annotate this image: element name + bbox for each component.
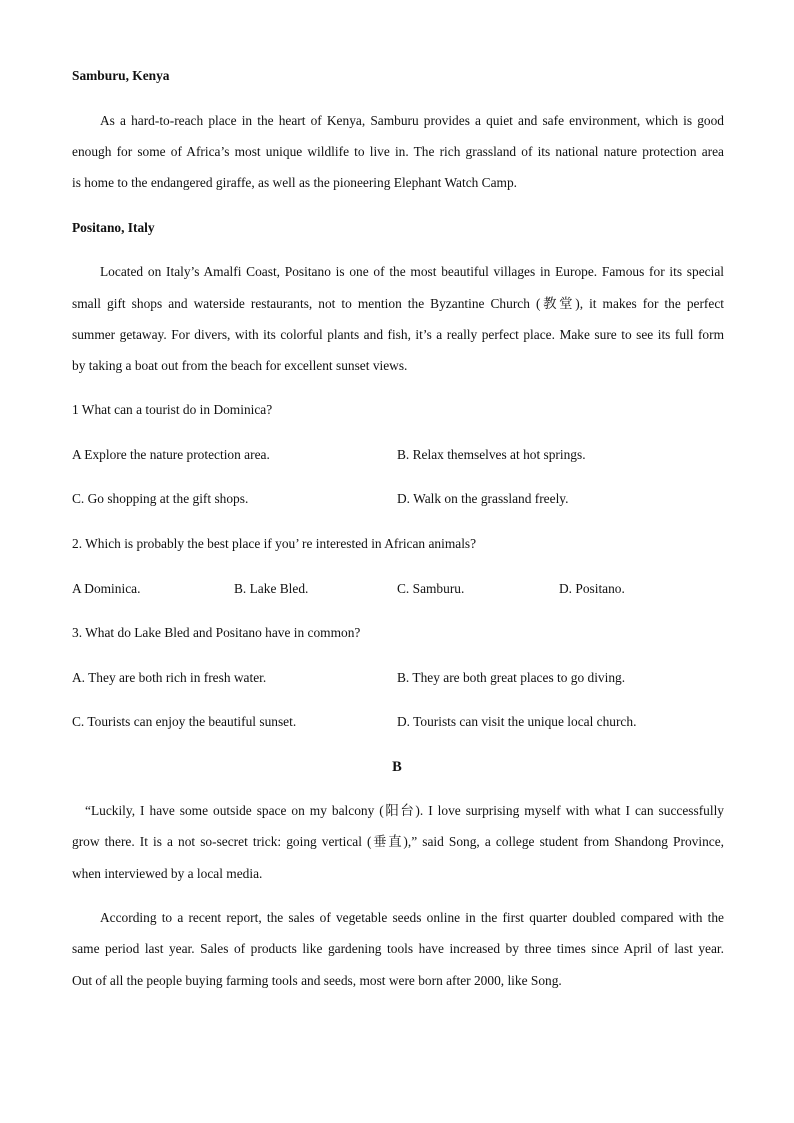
samburu-heading: Samburu, Kenya: [72, 68, 170, 83]
question-1-option-a: A Explore the nature protection area.: [72, 447, 270, 462]
section-b-heading: B: [392, 759, 402, 775]
question-2-option-c: C. Samburu.: [397, 581, 465, 596]
question-3-option-d: D. Tourists can visit the unique local church.: [397, 714, 637, 729]
section-b-para2-line-3: Out of all the people buying farming tools and seeds, most were born after 2000, like Song.: [72, 973, 562, 988]
positano-line-1: Located on Italy’s Amalfi Coast, Positano is one of the most beautiful villages in Europe. Famous for its special: [100, 264, 724, 279]
question-3-stem: 3. What do Lake Bled and Positano have in common?: [72, 625, 361, 640]
question-3-option-c: C. Tourists can enjoy the beautiful sunset.: [72, 714, 297, 729]
question-2-option-d: D. Positano.: [559, 581, 625, 596]
positano-heading: Positano, Italy: [72, 220, 155, 235]
samburu-line-1: As a hard-to-reach place in the heart of Kenya, Samburu provides a quiet and safe environment, which is good: [100, 113, 724, 128]
positano-line-3: summer getaway. For divers, with its colorful plants and fish, it’s a really perfect place. Make sure to see its full form: [72, 327, 724, 342]
question-2-option-a: A Dominica.: [72, 581, 141, 596]
samburu-line-2: enough for some of Africa’s most unique wildlife to live in. The rich grassland of its national nature protection area: [72, 144, 724, 159]
question-1-option-b: B. Relax themselves at hot springs.: [397, 447, 586, 462]
question-2-option-b: B. Lake Bled.: [234, 581, 309, 596]
positano-line-4: by taking a boat out from the beach for excellent sunset views.: [72, 358, 408, 373]
question-1-option-c: C. Go shopping at the gift shops.: [72, 491, 249, 506]
section-b-para1-line-2: grow there. It is a not so-secret trick: going vertical (垂直),” said Song, a college student from Shandong Province,: [72, 834, 724, 849]
question-3-option-b: B. They are both great places to go diving.: [397, 670, 626, 685]
question-2-stem: 2. Which is probably the best place if you’ re interested in African animals?: [72, 536, 477, 551]
section-b-para1-line-3: when interviewed by a local media.: [72, 866, 263, 881]
question-1-option-d: D. Walk on the grassland freely.: [397, 491, 569, 506]
section-b-para2-line-1: According to a recent report, the sales of vegetable seeds online in the first quarter doubled compared with the: [100, 910, 724, 925]
question-1-stem: 1 What can a tourist do in Dominica?: [72, 402, 273, 417]
samburu-line-3: is home to the endangered giraffe, as well as the pioneering Elephant Watch Camp.: [72, 175, 518, 190]
question-3-option-a: A. They are both rich in fresh water.: [72, 670, 267, 685]
section-b-para1-line-1: “Luckily, I have some outside space on my balcony (阳台). I love surprising myself with what I can successfully: [85, 803, 724, 818]
positano-line-2: small gift shops and waterside restaurants, not to mention the Byzantine Church (教堂), it makes for the perfect: [72, 296, 724, 311]
section-b-para2-line-2: same period last year. Sales of products like gardening tools have increased by three times since April of last year.: [72, 941, 724, 956]
